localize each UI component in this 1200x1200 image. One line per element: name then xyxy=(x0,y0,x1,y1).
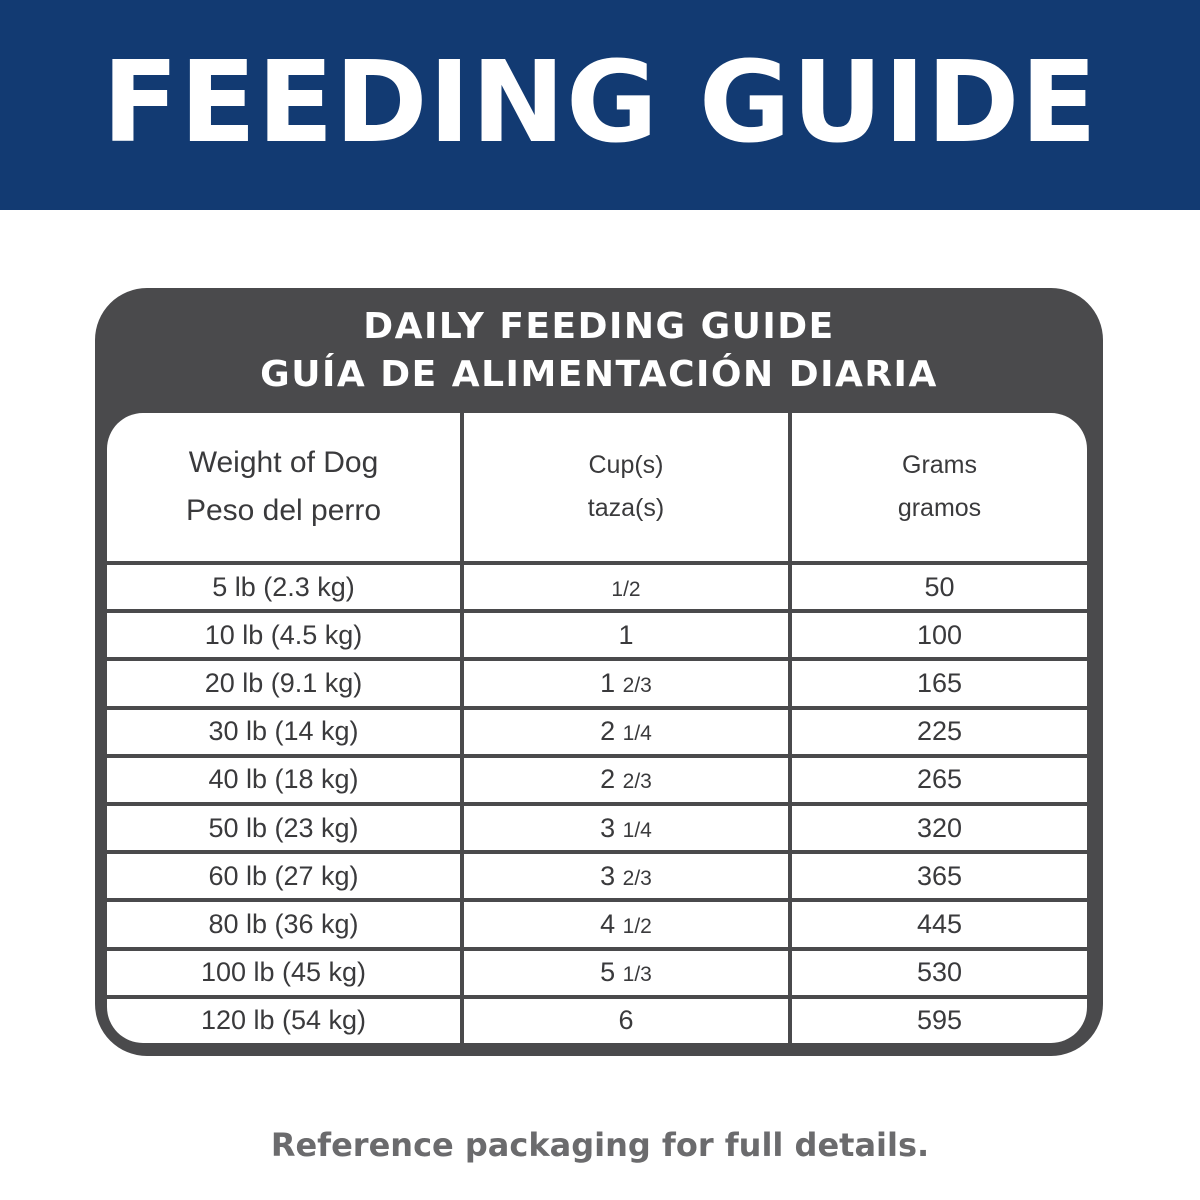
cell-cups: 6 xyxy=(462,997,790,1043)
header-cups xyxy=(462,413,790,563)
fraction-text: 1/2 xyxy=(611,577,641,601)
card-title-english: DAILY FEEDING GUIDE xyxy=(363,305,835,347)
feeding-table xyxy=(107,413,1087,1043)
card-title-spanish: GUÍA DE ALIMENTACIÓN DIARIA xyxy=(260,353,938,395)
cell-weight: 80 lb (36 kg) xyxy=(107,900,462,948)
cell-grams: 225 xyxy=(790,708,1087,756)
table-row xyxy=(107,611,1087,659)
page-title: FEEDING GUIDE xyxy=(102,38,1098,168)
cell-weight: 100 lb (45 kg) xyxy=(107,949,462,997)
cell-cups: 4 1/2 xyxy=(462,900,790,948)
table-row xyxy=(107,708,1087,756)
cell-weight: 5 lb (2.3 kg) xyxy=(107,563,462,611)
cell-grams: 50 xyxy=(790,563,1087,611)
cell-grams: 595 xyxy=(790,997,1087,1043)
cell-grams: 365 xyxy=(790,852,1087,900)
cell-cups xyxy=(462,563,790,611)
fraction-text: 2/3 xyxy=(622,866,652,890)
table-header-row xyxy=(107,413,1087,563)
header-grams-en: Grams xyxy=(902,451,977,479)
table-row xyxy=(107,949,1087,997)
cell-cups: 2 1/4 xyxy=(462,708,790,756)
fraction-text: 2/3 xyxy=(622,673,652,697)
table-row xyxy=(107,563,1087,611)
cell-weight: 50 lb (23 kg) xyxy=(107,804,462,852)
cell-grams: 445 xyxy=(790,900,1087,948)
cell-grams: 165 xyxy=(790,659,1087,707)
cell-weight: 10 lb (4.5 kg) xyxy=(107,611,462,659)
table-row xyxy=(107,997,1087,1043)
table-row xyxy=(107,900,1087,948)
cell-grams: 265 xyxy=(790,756,1087,804)
cell-cups: 1 2/3 xyxy=(462,659,790,707)
cell-weight: 60 lb (27 kg) xyxy=(107,852,462,900)
cell-weight: 120 lb (54 kg) xyxy=(200,1005,367,1036)
header-weight xyxy=(107,413,462,563)
header-grams xyxy=(790,413,1087,563)
fraction-text: 1/4 xyxy=(622,722,652,746)
fraction-text: 1/3 xyxy=(622,963,652,987)
feeding-guide-card xyxy=(95,288,1103,1056)
cell-weight: 30 lb (14 kg) xyxy=(107,708,462,756)
header-banner xyxy=(0,0,1200,210)
cell-grams: 530 xyxy=(790,949,1087,997)
table-row xyxy=(107,659,1087,707)
card-title xyxy=(95,288,1103,413)
feeding-table-panel xyxy=(107,413,1087,1043)
header-weight-es: Peso del perro xyxy=(185,494,382,527)
cell-cups: 2 2/3 xyxy=(462,756,790,804)
cell-cups: 5 1/3 xyxy=(462,949,790,997)
header-weight-en: Weight of Dog xyxy=(188,446,379,479)
cell-grams: 320 xyxy=(790,804,1087,852)
table-row xyxy=(107,804,1087,852)
footer-note: Reference packaging for full details. xyxy=(270,1126,930,1164)
cell-cups: 1 xyxy=(462,611,790,659)
cell-cups: 3 1/4 xyxy=(462,804,790,852)
fraction-text: 1/2 xyxy=(622,914,652,938)
cell-cups: 3 2/3 xyxy=(462,852,790,900)
header-cups-es: taza(s) xyxy=(587,494,665,522)
cell-weight: 40 lb (18 kg) xyxy=(107,756,462,804)
table-row xyxy=(107,756,1087,804)
header-cups-en: Cup(s) xyxy=(588,451,664,479)
cell-grams: 100 xyxy=(790,611,1087,659)
cell-weight: 20 lb (9.1 kg) xyxy=(107,659,462,707)
header-grams-es: gramos xyxy=(897,494,982,522)
table-row xyxy=(107,852,1087,900)
fraction-text: 1/4 xyxy=(622,818,652,842)
fraction-text: 2/3 xyxy=(622,770,652,794)
